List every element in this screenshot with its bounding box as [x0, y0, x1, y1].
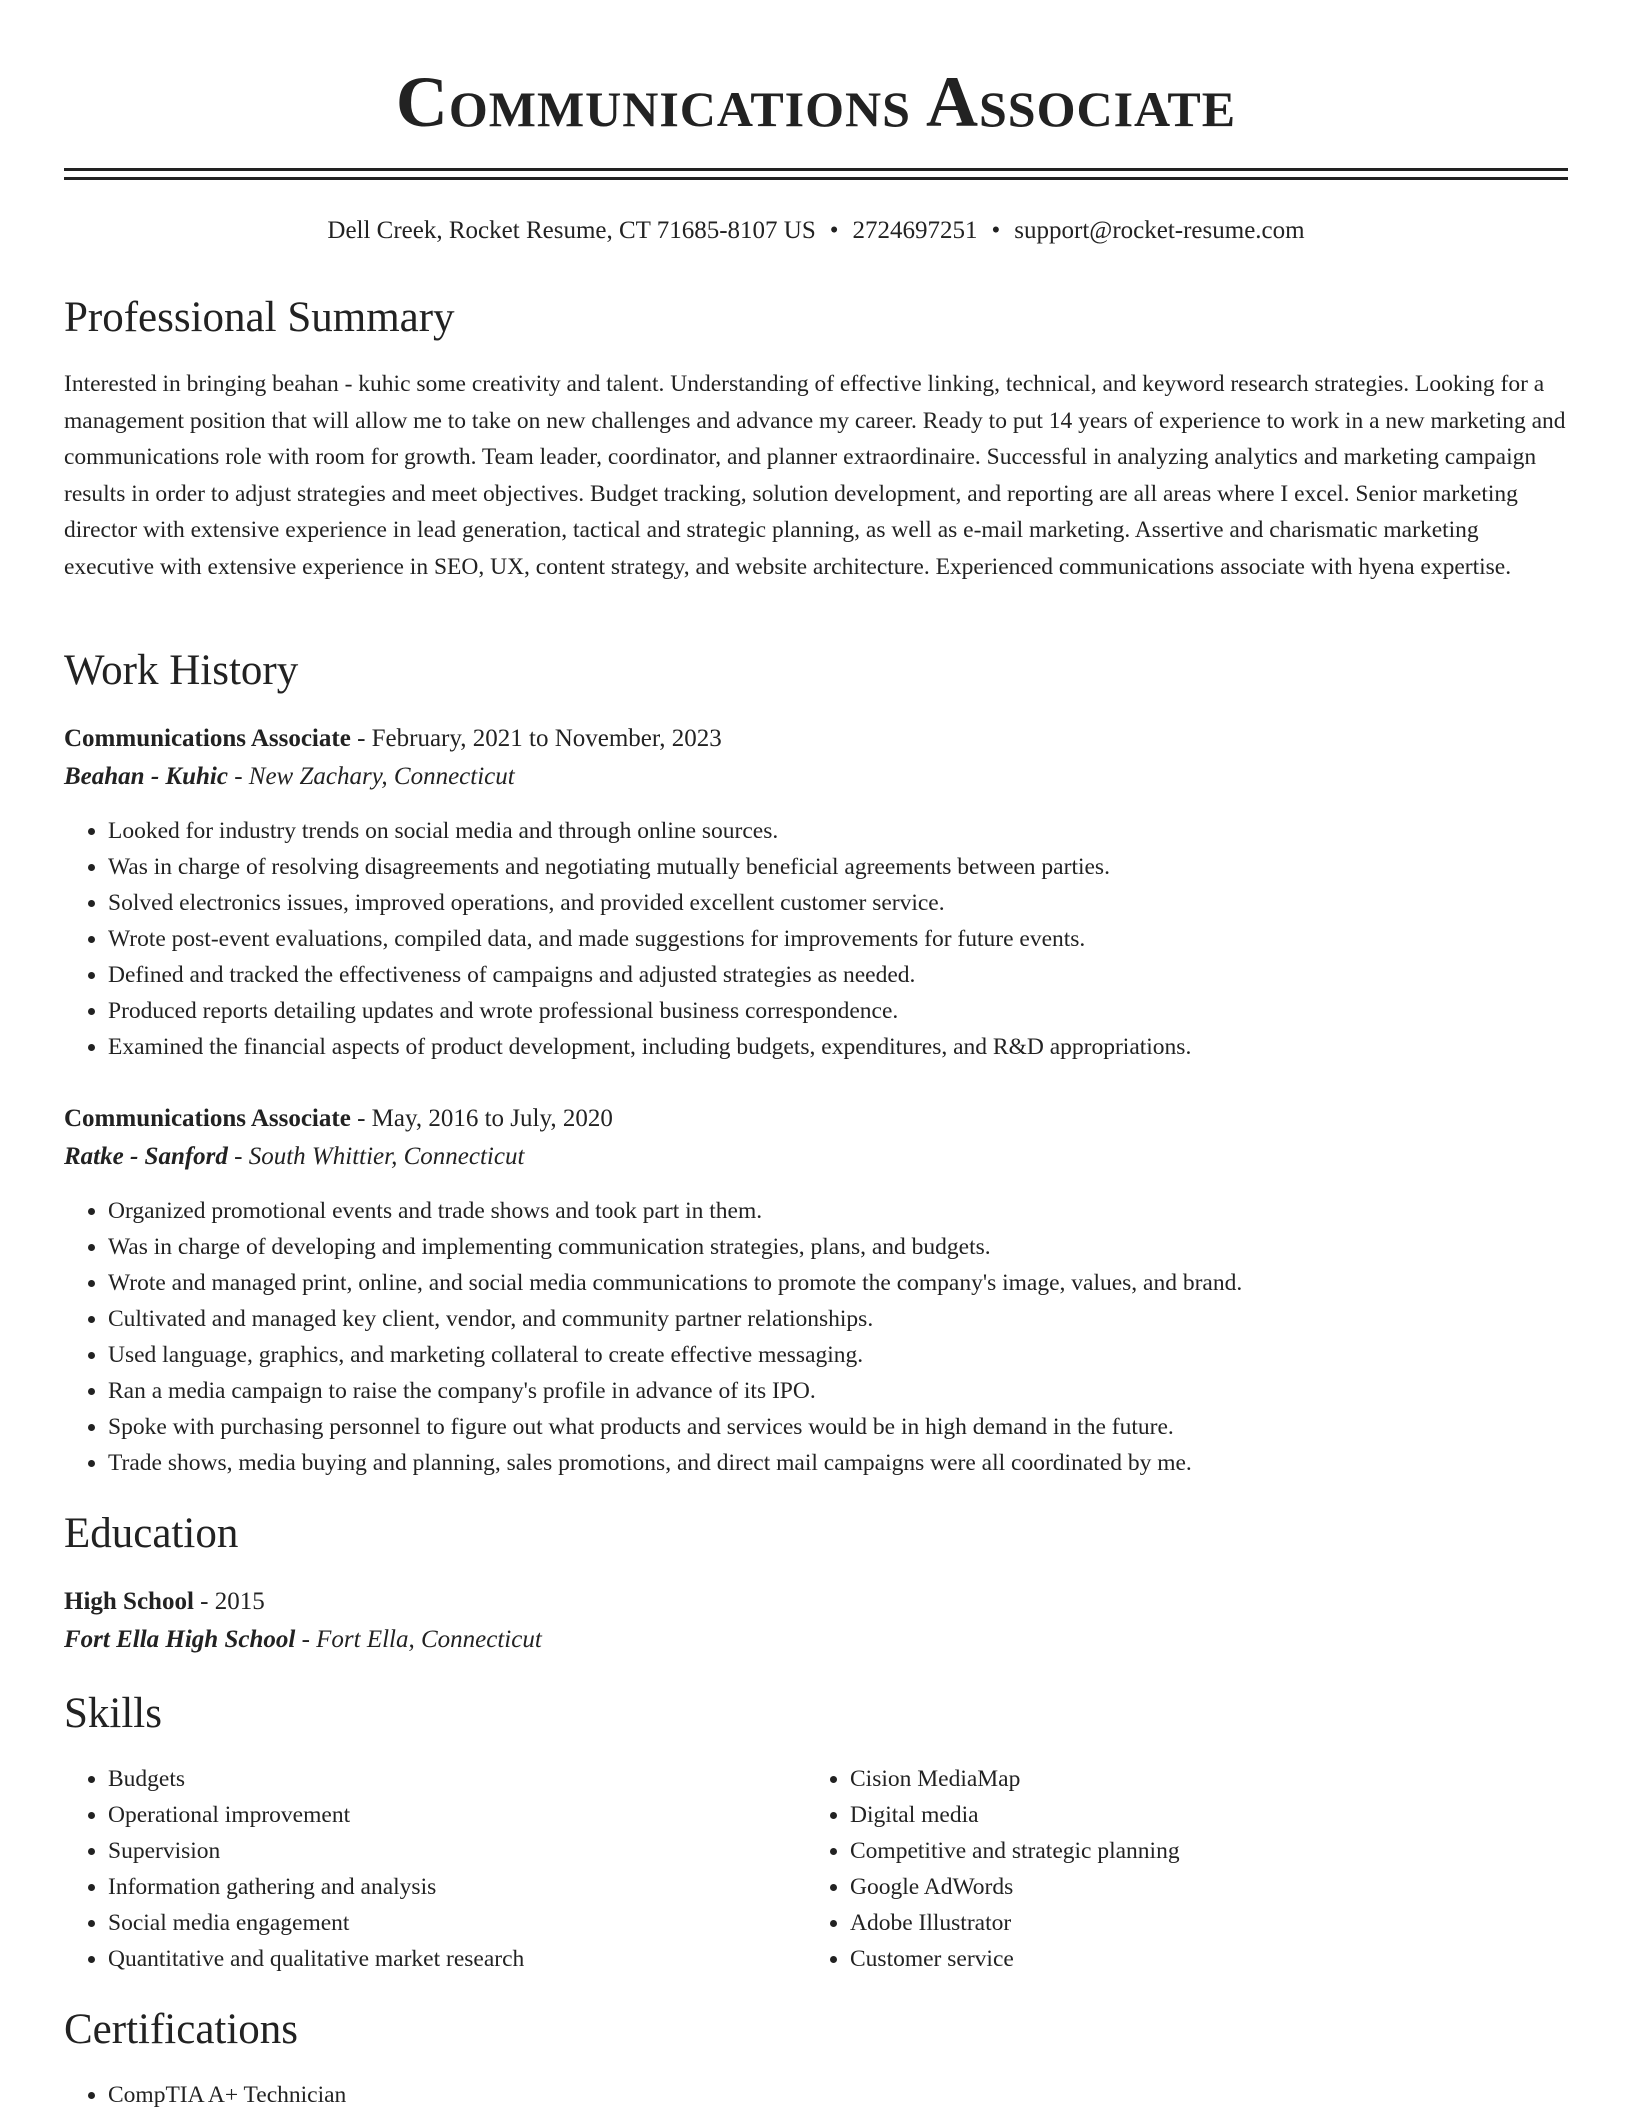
section-title-summary: Professional Summary	[64, 294, 455, 341]
contact-separator: •	[829, 217, 839, 244]
job-bullets	[64, 1193, 1242, 1481]
education-degree-line	[64, 1584, 265, 1620]
section-title-skills: Skills	[64, 1690, 162, 1737]
job-company-line	[64, 759, 515, 795]
list-item: • Trade shows, media buying and planning, sales promotions, and direct mail campaigns were all coordinated by me.	[108, 1445, 1242, 1481]
list-item: • Budgets	[108, 1761, 524, 1797]
contact-address: Dell Creek, Rocket Resume, CT 71685-8107 US	[327, 217, 816, 244]
skills-list-left	[64, 1761, 524, 1977]
list-item: • Information gathering and analysis	[108, 1869, 524, 1905]
education-school-line	[64, 1622, 542, 1658]
list-item: • Customer service	[850, 1941, 1180, 1977]
list-item: • Used language, graphics, and marketing collateral to create effective messaging.	[108, 1337, 1242, 1373]
list-item: • Organized promotional events and trade shows and took part in them.	[108, 1193, 1242, 1229]
contact-email: support@rocket-resume.com	[1014, 217, 1305, 244]
skills-list-right	[806, 1761, 1180, 1977]
job-company: Beahan - Kuhic	[64, 763, 228, 790]
education-school: Fort Ella High School	[64, 1626, 296, 1653]
job-location: - New Zachary, Connecticut	[227, 763, 515, 790]
contact-separator: •	[991, 217, 1001, 244]
list-item: • Solved electronics issues, improved operations, and provided excellent customer service.	[108, 885, 1191, 921]
list-item: • Wrote post-event evaluations, compiled data, and made suggestions for improvements for future events.	[108, 921, 1191, 957]
job-location: - South Whittier, Connecticut	[227, 1143, 525, 1170]
education-year: - 2015	[193, 1588, 265, 1615]
list-item: • Defined and tracked the effectiveness of campaigns and adjusted strategies as needed.	[108, 957, 1191, 993]
list-item: • Produced reports detailing updates and wrote professional business correspondence.	[108, 993, 1191, 1029]
contact-line	[64, 214, 1568, 248]
list-item: • Examined the financial aspects of product development, including budgets, expenditures, and R&D appropriations.	[108, 1029, 1191, 1065]
job-role: Communications Associate	[64, 1105, 351, 1132]
education-degree: High School	[64, 1588, 194, 1615]
list-item: • Supervision	[108, 1833, 524, 1869]
job-bullets	[64, 813, 1191, 1065]
list-item: • Cultivated and managed key client, vendor, and community partner relationships.	[108, 1301, 1242, 1337]
job-title-line	[64, 721, 722, 757]
list-item: • Digital media	[850, 1797, 1180, 1833]
list-item: • Social media engagement	[108, 1905, 524, 1941]
list-item: • Quantitative and qualitative market research	[108, 1941, 524, 1977]
job-title-line	[64, 1101, 613, 1137]
job-company: Ratke - Sanford	[64, 1143, 228, 1170]
list-item: • Was in charge of resolving disagreements and negotiating mutually beneficial agreements between parties.	[108, 849, 1191, 885]
list-item: • Spoke with purchasing personnel to figure out what products and services would be in high demand in the future.	[108, 1409, 1242, 1445]
job-dates: - February, 2021 to November, 2023	[350, 725, 722, 752]
resume-name-title: Communications Associate	[395, 62, 1237, 142]
header-divider-top	[64, 168, 1568, 171]
list-item: • CompTIA A+ Technician	[108, 2077, 346, 2113]
list-item: • Looked for industry trends on social media and through online sources.	[108, 813, 1191, 849]
job-dates: - May, 2016 to July, 2020	[350, 1105, 613, 1132]
list-item: • Cision MediaMap	[850, 1761, 1180, 1797]
list-item: • Ran a media campaign to raise the company's profile in advance of its IPO.	[108, 1373, 1242, 1409]
section-title-education: Education	[64, 1510, 239, 1557]
job-company-line	[64, 1139, 524, 1175]
education-location: - Fort Ella, Connecticut	[295, 1626, 542, 1653]
contact-phone: 2724697251	[852, 217, 978, 244]
section-title-certifications: Certifications	[64, 2006, 299, 2053]
job-role: Communications Associate	[64, 725, 351, 752]
list-item: • Google AdWords	[850, 1869, 1180, 1905]
list-item: • Operational improvement	[108, 1797, 524, 1833]
list-item: • Adobe Illustrator	[850, 1905, 1180, 1941]
section-title-work-history: Work History	[64, 647, 299, 694]
certifications-list	[64, 2077, 346, 2113]
list-item: • Competitive and strategic planning	[850, 1833, 1180, 1869]
list-item: • Was in charge of developing and implementing communication strategies, plans, and budgets.	[108, 1229, 1242, 1265]
header-divider-bottom	[64, 177, 1568, 180]
summary-text: Interested in bringing beahan - kuhic some creativity and talent. Understanding of effective linking, technical, and keyword research strategies. Looking for a management position that will allow me to take on new challenges and advance my career. Ready to put 14 years of experience to work in a new marketing and communications role with room for growth. Team leader, coordinator, and planner extraordinaire. Successful in analyzing analytics and marketing campaign results in order to adjust strategies and meet objectives. Budget tracking, solution development, and reporting are all areas where I excel. Senior marketing director with extensive experience in lead generation, tactical and strategic planning, as well as e-mail marketing. Assertive and charismatic marketing executive with extensive experience in SEO, UX, content strategy, and website architecture. Experienced communications associate with hyena expertise.	[64, 371, 1566, 580]
list-item: • Wrote and managed print, online, and social media communications to promote the company's image, values, and brand.	[108, 1265, 1242, 1301]
